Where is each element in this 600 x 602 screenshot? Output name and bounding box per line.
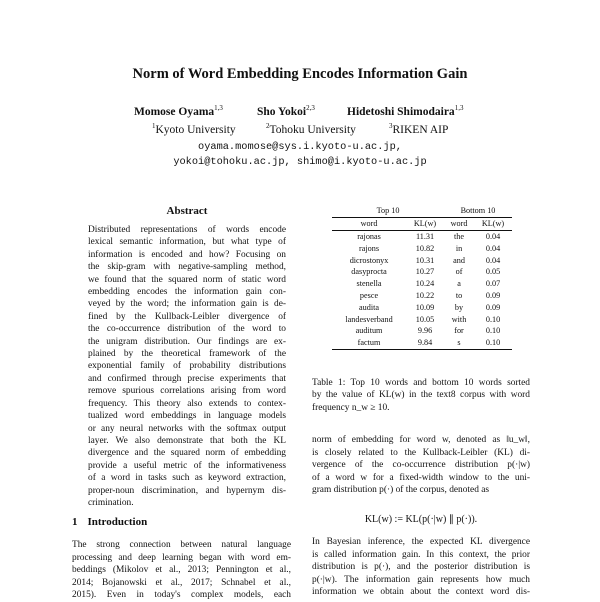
text-line: of a word in tasks such as keyword extraction, <box>88 473 286 484</box>
affiliation: $^1$Kyoto University <box>152 122 236 136</box>
col-word: word <box>444 217 474 230</box>
text-line: is closely related to the Kullback-Leibler (KL) di- <box>312 447 530 458</box>
affiliation: $^2$Tohoku University <box>266 122 356 136</box>
cell-word: by <box>454 302 464 312</box>
table-row <box>332 290 512 302</box>
section-number: 1 <box>72 516 78 528</box>
cell-word: auditum <box>355 326 383 336</box>
author-emails <box>0 140 600 170</box>
cell-kl-value: 0.07 <box>485 279 501 289</box>
table-caption <box>312 377 530 414</box>
cell-word: rajonas <box>357 231 381 241</box>
col-word: word <box>332 217 406 230</box>
text-line: the skip-gram with negative-sampling method, <box>88 262 286 273</box>
cell-kl-value: 0.09 <box>485 302 501 312</box>
table-group-header <box>332 205 512 217</box>
text-line: distribution is p(·), and the posterior distribution is <box>312 562 530 573</box>
text-line: norm of embedding for word w, denoted as ‖u_w‖, <box>312 435 530 445</box>
body-paragraph <box>312 434 530 497</box>
cell-kl-value: 0.09 <box>485 290 501 300</box>
abstract-body <box>88 224 286 509</box>
cell-word: pesce <box>359 290 379 300</box>
author-name: Sho Yokoi$^{2,3}$ <box>257 104 315 118</box>
table-row <box>332 230 512 242</box>
text-line: Table 1: Top 10 words and bottom 10 words sorted <box>312 378 530 388</box>
text-line: exponential family of probability distributions <box>88 361 286 372</box>
text-line: fined by the Kullback-Leibler divergence of <box>88 311 286 322</box>
cell-kl-value: 9.96 <box>417 326 433 336</box>
text-line: lexical semantic information, but what type of <box>88 237 286 248</box>
kl-table <box>332 205 512 350</box>
cell-kl-value: 10.05 <box>415 314 435 324</box>
text-line: p(·|w). The information gain represents how much <box>312 574 530 585</box>
group-bottom10: Bottom 10 <box>460 206 496 216</box>
table-row <box>332 313 512 325</box>
text-line: frequency. This theory also extends to contex- <box>88 398 286 409</box>
email-line: oyama.momose@sys.i.kyoto-u.ac.jp, <box>198 141 402 153</box>
cell-word: and <box>453 255 465 265</box>
section-title: Introduction <box>87 516 148 528</box>
text-line: proper-noun discrimination, and hypernym dis- <box>88 485 286 496</box>
text-line: or any neural networks with the softmax output <box>88 423 286 434</box>
text-line: and confirmed through precise experiments that <box>88 373 286 384</box>
group-top10: Top 10 <box>376 206 400 216</box>
text-line: gram distribution p(·) of the corpus, denoted as <box>312 485 490 496</box>
col-kl: KL(w) <box>406 217 444 230</box>
text-line: provide a useful metric of the informativeness <box>88 460 286 471</box>
cell-kl-value: 9.84 <box>406 337 444 349</box>
cell-kl-value: 10.22 <box>415 290 435 300</box>
table-row <box>332 254 512 266</box>
table-row <box>332 278 512 290</box>
text-line: vergence of the co-occurrence distribution p(·|w) <box>312 460 530 471</box>
table-row <box>332 325 512 337</box>
text-line: frequency n_w ≥ 10. <box>312 402 390 413</box>
text-line: the unigram distribution. Our findings are ex- <box>88 336 286 347</box>
text-line: the co-occurrence distribution of the word to <box>88 324 286 335</box>
cell-word: for <box>454 326 464 336</box>
section-heading-introduction <box>72 516 147 528</box>
cell-word: dasyprocta <box>351 267 387 277</box>
abstract-heading: Abstract <box>166 205 208 217</box>
kl-equation: KL(w) := KL(p(·|w) ∥ p(·)). <box>364 514 478 525</box>
cell-word: in <box>455 243 463 253</box>
text-line: embedding encodes the information gain con- <box>88 287 286 298</box>
text-line: of a word w for a fixed-width window to the uni- <box>312 472 530 483</box>
cell-word: s <box>444 337 474 349</box>
cell-kl-value: 0.04 <box>485 255 501 265</box>
cell-kl-value: 11.31 <box>415 231 435 241</box>
text-line: tualized word embeddings in language models <box>88 411 286 422</box>
cell-word: landesverband <box>345 314 393 324</box>
text-line: information we obtain about the context word dis- <box>312 587 530 598</box>
text-line: Distributed representations of words encode <box>88 225 286 235</box>
text-line: remove spurious correlations arising from word <box>88 386 286 397</box>
text-line: layer. We also demonstrate that both the KL <box>88 435 286 446</box>
table-row <box>332 337 512 349</box>
affiliation: $^3$RIKEN AIP <box>389 122 449 136</box>
text-line: crimination. <box>88 497 134 508</box>
cell-kl-value: 0.10 <box>485 314 501 324</box>
text-line: beddings (Mikolov et al., 2013; Pennington et al., <box>72 565 291 576</box>
cell-kl-value: 0.04 <box>485 231 501 241</box>
author-name: Momose Oyama$^{1,3}$ <box>134 104 223 118</box>
body-paragraph <box>312 536 530 599</box>
text-line: is called information gain. In this context, the prior <box>312 549 530 560</box>
col-kl: KL(w) <box>474 217 512 230</box>
cell-word: audita <box>359 302 380 312</box>
text-line: plained by the theoretical framework of the <box>88 349 286 360</box>
text-line: The strong connection between natural language <box>72 540 291 550</box>
cell-word: the <box>454 231 465 241</box>
cell-kl-value: 0.04 <box>485 243 501 253</box>
cell-word: stenella <box>356 279 382 289</box>
table-row <box>332 242 512 254</box>
text-line: information is encoded and how? Focusing on <box>88 249 286 260</box>
cell-word: with <box>451 314 467 324</box>
cell-kl-value: 10.24 <box>415 279 435 289</box>
cell-kl-value: 0.10 <box>474 337 512 349</box>
cell-word: a <box>457 279 461 289</box>
text-line: veyed by the word; the information gain is de- <box>88 299 286 310</box>
cell-word: to <box>455 290 463 300</box>
author-name: Hidetoshi Shimodaira$^{1,3}$ <box>347 104 464 118</box>
cell-kl-value: 10.82 <box>415 243 435 253</box>
cell-kl-value: 10.09 <box>415 302 435 312</box>
text-line: In Bayesian inference, the expected KL divergence <box>312 537 530 547</box>
table-row <box>332 301 512 313</box>
text-line: divergence and the squared norm of embedding <box>88 448 286 459</box>
cell-word: of <box>455 267 463 277</box>
cell-kl-value: 10.31 <box>415 255 435 265</box>
table-row <box>332 266 512 278</box>
email-line: yokoi@tohoku.ac.jp, shimo@i.kyoto-u.ac.jp <box>173 156 427 168</box>
cell-kl-value: 0.10 <box>485 326 501 336</box>
table-column-header <box>332 217 512 230</box>
text-line: by the value of KL(w) in the text8 corpus with word <box>312 390 530 401</box>
text-line: 2014; Bojanowski et al., 2017; Schnabel et al., <box>72 577 291 588</box>
cell-word: dicrostonyx <box>349 255 389 265</box>
text-line: we found that the squared norm of static word <box>88 274 286 285</box>
text-line: 2015). Even in today's complex models, each <box>72 590 291 601</box>
cell-kl-value: 0.05 <box>485 267 501 277</box>
paper-title: Norm of Word Embedding Encodes Information Gain <box>132 66 468 82</box>
cell-word: rajons <box>359 243 380 253</box>
text-line: processing and deep learning began with word em- <box>72 552 291 563</box>
cell-kl-value: 10.27 <box>415 267 435 277</box>
introduction-body <box>72 539 291 602</box>
cell-word: factum <box>332 337 406 349</box>
